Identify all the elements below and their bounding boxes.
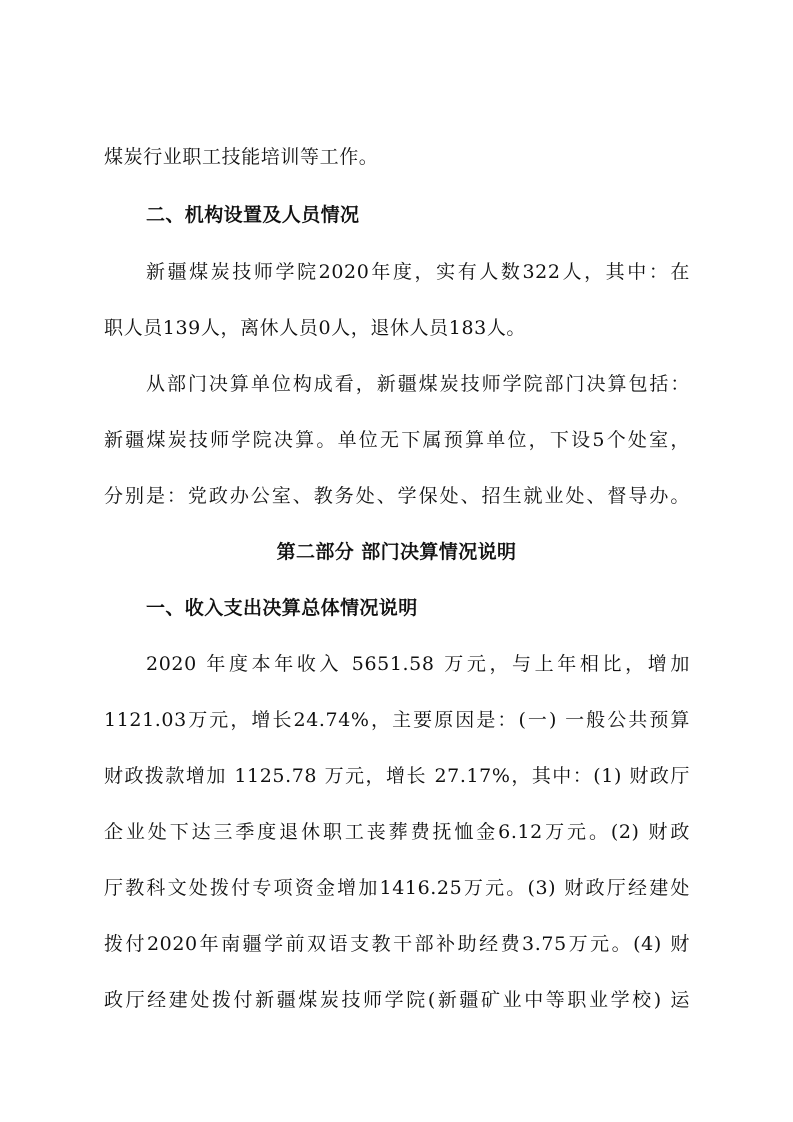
paragraph-line-3: 新疆煤炭技师学院2020年度，实有人数322人，其中：在 xyxy=(146,261,690,283)
paragraph-line-6: 新疆煤炭技师学院决算。单位无下属预算单位，下设5个处室， xyxy=(104,429,690,451)
paragraph-line-13: 企业处下达三季度退休职工丧葬费抚恤金6.12万元。(2) 财政 xyxy=(104,821,690,843)
paragraph-line-11: 1121.03万元，增长24.74%，主要原因是：(一) 一般公共预算 xyxy=(104,709,690,731)
paragraph-line-12: 财政拨款增加 1125.78 万元，增长 27.17%，其中：(1) 财政厅 xyxy=(104,765,690,787)
paragraph-line-5: 从部门决算单位构成看，新疆煤炭技师学院部门决算包括： xyxy=(146,373,690,395)
paragraph-line-16: 政厅经建处拨付新疆煤炭技师学院(新疆矿业中等职业学校) 运 xyxy=(104,989,690,1011)
paragraph-line-14: 厅教科文处拨付专项资金增加1416.25万元。(3) 财政厅经建处 xyxy=(104,877,690,899)
part-heading: 第二部分 部门决算情况说明 xyxy=(276,541,517,563)
section-heading-income-expense: 一、收入支出决算总体情况说明 xyxy=(146,597,418,619)
paragraph-line-7: 分别是：党政办公室、教务处、学保处、招生就业处、督导办。 xyxy=(104,485,690,507)
section-heading-organization: 二、机构设置及人员情况 xyxy=(146,204,360,226)
paragraph-line-10: 2020 年度本年收入 5651.58 万元，与上年相比，增加 xyxy=(146,653,690,675)
paragraph-line-15: 拨付2020年南疆学前双语支教干部补助经费3.75万元。(4) 财 xyxy=(104,933,690,955)
paragraph-line-4: 职人员139人，离休人员0人，退休人员183人。 xyxy=(104,317,527,339)
paragraph-line-1: 煤炭行业职工技能培训等工作。 xyxy=(104,146,379,168)
